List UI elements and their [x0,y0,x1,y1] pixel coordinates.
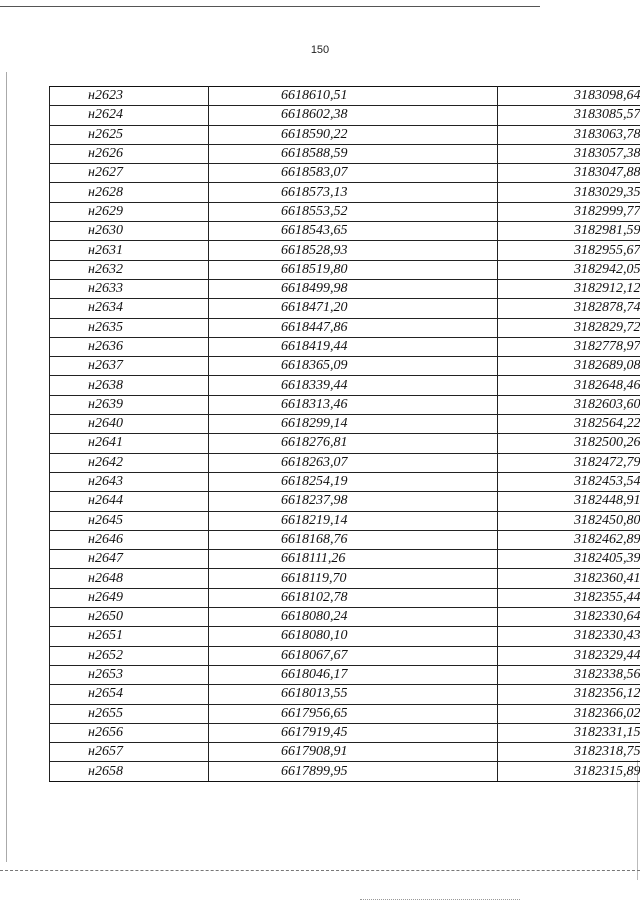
scan-bottom-mark [360,899,520,900]
x-coordinate-cell: 6617956,65 [209,704,498,723]
point-name-cell: н2631 [50,241,209,260]
x-coordinate-cell: 6617899,95 [209,762,498,781]
point-name-cell: н2646 [50,530,209,549]
x-coordinate-cell: 6618602,38 [209,106,498,125]
point-name-cell: н2649 [50,588,209,607]
x-coordinate-cell: 6618365,09 [209,357,498,376]
y-coordinate-cell: 3182500,26 [498,434,640,453]
y-coordinate-cell: 3182955,67 [498,241,640,260]
point-name-cell: н2642 [50,453,209,472]
table-row [50,87,640,106]
x-coordinate-cell: 6618553,52 [209,202,498,221]
table-row [50,685,640,704]
x-coordinate-cell: 6617919,45 [209,723,498,742]
y-coordinate-cell: 3183029,35 [498,183,640,202]
point-name-cell: н2630 [50,222,209,241]
y-coordinate-cell: 3183057,38 [498,144,640,163]
point-name-cell: н2647 [50,550,209,569]
table-row [50,530,640,549]
table-row [50,183,640,202]
y-coordinate-cell: 3182330,64 [498,608,640,627]
point-name-cell: н2650 [50,608,209,627]
table-row [50,337,640,356]
point-name-cell: н2657 [50,743,209,762]
point-name-cell: н2648 [50,569,209,588]
table-row [50,453,640,472]
y-coordinate-cell: 3182448,91 [498,492,640,511]
y-coordinate-cell: 3182942,05 [498,260,640,279]
table-row [50,588,640,607]
y-coordinate-cell: 3182462,89 [498,530,640,549]
y-coordinate-cell: 3183098,64 [498,87,640,106]
coordinates-table [49,86,640,782]
point-name-cell: н2656 [50,723,209,742]
x-coordinate-cell: 6618471,20 [209,299,498,318]
y-coordinate-cell: 3182356,12 [498,685,640,704]
y-coordinate-cell: 3182331,15 [498,723,640,742]
x-coordinate-cell: 6618519,80 [209,260,498,279]
table-row [50,569,640,588]
point-name-cell: н2653 [50,665,209,684]
y-coordinate-cell: 3182648,46 [498,376,640,395]
x-coordinate-cell: 6618573,13 [209,183,498,202]
point-name-cell: н2640 [50,415,209,434]
table-row [50,106,640,125]
table-row [50,260,640,279]
table-row [50,376,640,395]
y-coordinate-cell: 3182564,22 [498,415,640,434]
point-name-cell: н2636 [50,337,209,356]
y-coordinate-cell: 3182878,74 [498,299,640,318]
point-name-cell: н2637 [50,357,209,376]
coordinates-table-body [50,87,640,782]
table-row [50,279,640,298]
y-coordinate-cell: 3182829,72 [498,318,640,337]
table-row [50,202,640,221]
point-name-cell: н2638 [50,376,209,395]
table-row [50,608,640,627]
table-row [50,415,640,434]
point-name-cell: н2633 [50,279,209,298]
x-coordinate-cell: 6618263,07 [209,453,498,472]
y-coordinate-cell: 3182912,12 [498,279,640,298]
table-row [50,241,640,260]
point-name-cell: н2625 [50,125,209,144]
table-row [50,665,640,684]
point-name-cell: н2623 [50,87,209,106]
table-row [50,434,640,453]
x-coordinate-cell: 6618588,59 [209,144,498,163]
table-row [50,627,640,646]
x-coordinate-cell: 6618013,55 [209,685,498,704]
x-coordinate-cell: 6618499,98 [209,279,498,298]
table-row [50,395,640,414]
y-coordinate-cell: 3183047,88 [498,164,640,183]
y-coordinate-cell: 3182355,44 [498,588,640,607]
table-row [50,762,640,781]
x-coordinate-cell: 6618111,26 [209,550,498,569]
point-name-cell: н2628 [50,183,209,202]
x-coordinate-cell: 6618528,93 [209,241,498,260]
table-row [50,723,640,742]
table-row [50,299,640,318]
point-name-cell: н2626 [50,144,209,163]
point-name-cell: н2624 [50,106,209,125]
x-coordinate-cell: 6618119,70 [209,569,498,588]
point-name-cell: н2645 [50,511,209,530]
y-coordinate-cell: 3182315,89 [498,762,640,781]
point-name-cell: н2641 [50,434,209,453]
y-coordinate-cell: 3182318,75 [498,743,640,762]
y-coordinate-cell: 3182360,41 [498,569,640,588]
y-coordinate-cell: 3182405,39 [498,550,640,569]
x-coordinate-cell: 6618419,44 [209,337,498,356]
x-coordinate-cell: 6618254,19 [209,472,498,491]
point-name-cell: н2643 [50,472,209,491]
table-row [50,550,640,569]
table-row [50,357,640,376]
top-rule [0,6,540,7]
table-row [50,164,640,183]
scan-left-edge [6,72,7,862]
table-row [50,646,640,665]
y-coordinate-cell: 3182981,59 [498,222,640,241]
x-coordinate-cell: 6618299,14 [209,415,498,434]
table-row [50,318,640,337]
y-coordinate-cell: 3182778,97 [498,337,640,356]
x-coordinate-cell: 6618583,07 [209,164,498,183]
table-row [50,472,640,491]
table-row [50,704,640,723]
x-coordinate-cell: 6618610,51 [209,87,498,106]
point-name-cell: н2658 [50,762,209,781]
point-name-cell: н2654 [50,685,209,704]
y-coordinate-cell: 3183063,78 [498,125,640,144]
page-number: 150 [310,44,330,56]
point-name-cell: н2629 [50,202,209,221]
x-coordinate-cell: 6618543,65 [209,222,498,241]
table-row [50,144,640,163]
table-row [50,125,640,144]
table-row [50,492,640,511]
x-coordinate-cell: 6618219,14 [209,511,498,530]
point-name-cell: н2651 [50,627,209,646]
point-name-cell: н2639 [50,395,209,414]
point-name-cell: н2652 [50,646,209,665]
x-coordinate-cell: 6618590,22 [209,125,498,144]
x-coordinate-cell: 6618080,24 [209,608,498,627]
x-coordinate-cell: 6618447,86 [209,318,498,337]
x-coordinate-cell: 6618168,76 [209,530,498,549]
y-coordinate-cell: 3182329,44 [498,646,640,665]
table-row [50,743,640,762]
point-name-cell: н2635 [50,318,209,337]
point-name-cell: н2655 [50,704,209,723]
point-name-cell: н2627 [50,164,209,183]
x-coordinate-cell: 6618067,67 [209,646,498,665]
x-coordinate-cell: 6617908,91 [209,743,498,762]
y-coordinate-cell: 3182366,02 [498,704,640,723]
x-coordinate-cell: 6618339,44 [209,376,498,395]
point-name-cell: н2632 [50,260,209,279]
y-coordinate-cell: 3182453,54 [498,472,640,491]
y-coordinate-cell: 3182603,60 [498,395,640,414]
y-coordinate-cell: 3182472,79 [498,453,640,472]
x-coordinate-cell: 6618080,10 [209,627,498,646]
x-coordinate-cell: 6618276,81 [209,434,498,453]
scan-bottom-edge [0,870,640,871]
table-row [50,222,640,241]
y-coordinate-cell: 3182330,43 [498,627,640,646]
point-name-cell: н2634 [50,299,209,318]
x-coordinate-cell: 6618102,78 [209,588,498,607]
x-coordinate-cell: 6618237,98 [209,492,498,511]
x-coordinate-cell: 6618313,46 [209,395,498,414]
x-coordinate-cell: 6618046,17 [209,665,498,684]
y-coordinate-cell: 3182689,08 [498,357,640,376]
y-coordinate-cell: 3183085,57 [498,106,640,125]
table-row [50,511,640,530]
point-name-cell: н2644 [50,492,209,511]
y-coordinate-cell: 3182450,80 [498,511,640,530]
y-coordinate-cell: 3182338,56 [498,665,640,684]
y-coordinate-cell: 3182999,77 [498,202,640,221]
